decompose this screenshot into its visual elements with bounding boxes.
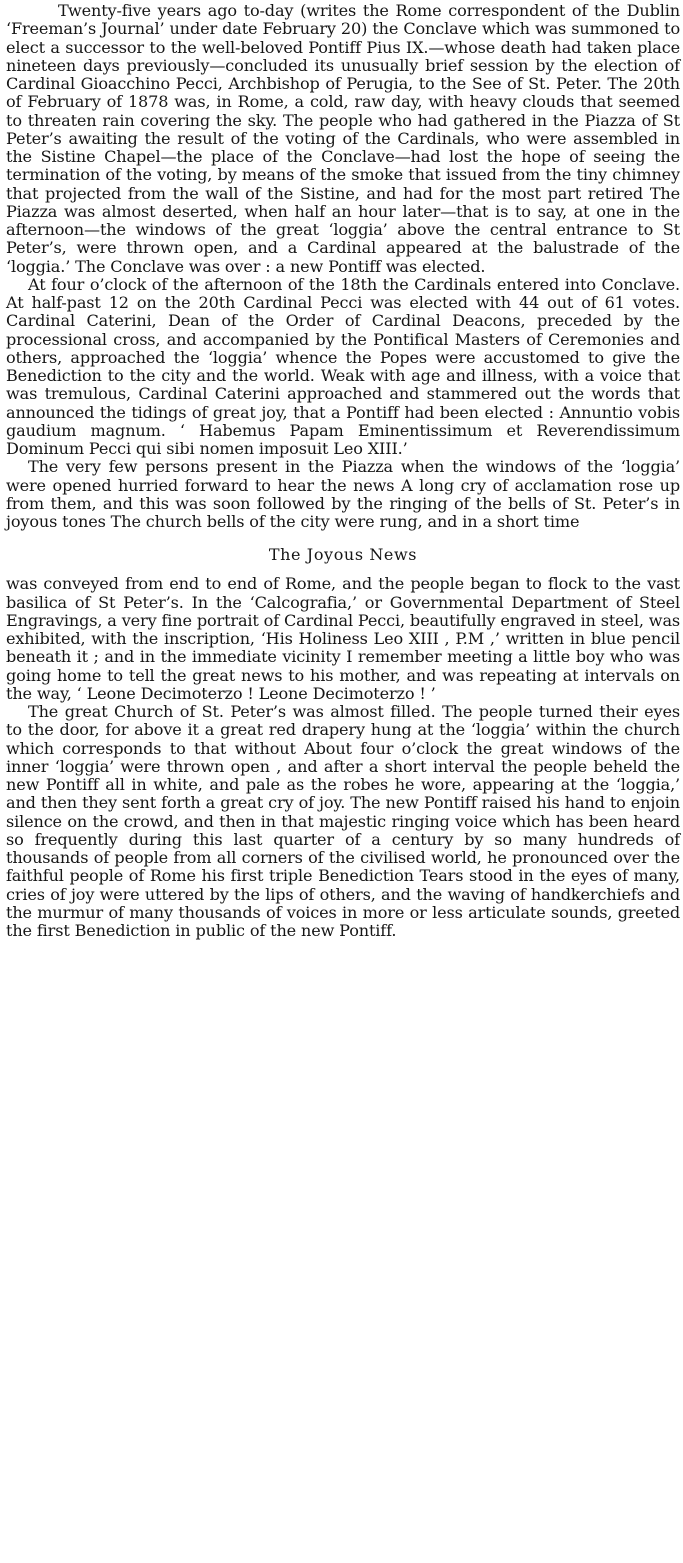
article-column [6,2,680,940]
paragraph: The very few persons present in the Piazza when the windows of the ‘loggia’ were opened hurried forward to hear the news A long cry of acclamation rose up from them, and this was soon followed by the ringing of the bells of St. Peter’s in joyous tones The church bells of the city were rung, and in a short time [6,457,680,531]
paragraph: Twenty-five years ago to-day (writes the Rome correspondent of the Dublin ‘Freeman’s Journal’ under date February 20) the Conclave which was summoned to elect a successor to the well-beloved Pontiff Pius IX.—whose death had taken place nineteen days previously—concluded its unusually brief session by the election of Cardinal Gioacchino Pecci, Archbishop of Perugia, to the See of St. Peter. The 20th of February of 1878 was, in Rome, a cold, raw day, with heavy clouds that seemed to threaten rain covering the sky. The people who had gathered in the Piazza of St Peter’s awaiting the result of the voting of the Cardinals, who were assembled in the Sistine Chapel—the place of the Conclave—had lost the hope of seeing the termination of the voting, by means of the smoke that issued from the tiny chimney that projected from the wall of the Sistine, and had for the most part retired The Piazza was almost deserted, when half an hour later—that is to say, at one in the afternoon—the windows of the great ‘loggia’ above the central entrance to St Peter’s, were thrown open, and a Cardinal appeared at the balustrade of the ‘loggia.’ The Conclave was over : a new Pontiff was elected. [6,1,680,276]
paragraph: The great Church of St. Peter’s was almost filled. The people turned their eyes to the door, for above it a great red drapery hung at the ‘loggia’ within the church which corresponds to that without About four o’clock the great windows of the inner ‘loggia’ were thrown open , and after a short interval the people beheld the new Pontiff all in white, and pale as the robes he wore, appearing at the ‘loggia,’ and then they sent forth a great cry of joy. The new Pontiff raised his hand to enjoin silence on the crowd, and then in that majestic ringing voice which has been heard so frequently during this last quarter of a century by so many hundreds of thousands of people from all corners of the civilised world, he pronounced over the faithful people of Rome his first triple Benediction Tears stood in the eyes of many, cries of joy were uttered by the lips of others, and the waving of handkerchiefs and the murmur of many thousands of voices in more or less articulate sounds, greeted the first Benediction in public of the new Pontiff. [6,702,680,940]
paragraph: At four o’clock of the afternoon of the 18th the Cardinals entered into Conclave. At half-past 12 on the 20th Cardinal Pecci was elected with 44 out of 61 votes. Cardinal Caterini, Dean of the Order of Cardinal Deacons, preceded by the processional cross, and accompanied by the Pontifical Masters of Ceremonies and others, approached the ‘loggia’ whence the Popes were accustomed to give the Benediction to the city and the world. Weak with age and illness, with a voice that was tremulous, Cardinal Caterini approached and stammered out the words that announced the tidings of great joy, that a Pontiff had been elected : Annuntio vobis gaudium magnum. ‘ Habemus Papam Eminentissimum et Reverendissimum Dominum Pecci qui sibi nomen imposuit Leo XIII.’ [6,274,680,458]
paragraph: was conveyed from end to end of Rome, and the people began to flock to the vast basilica of St Peter’s. In the ‘Calcografia,’ or Governmental Department of Steel Engravings, a very fine portrait of Cardinal Pecci, beautifully engraved in steel, was exhibited, with the inscription, ‘His Holiness Leo XIII , P.M ,’ written in blue pencil beneath it ; and in the immediate vicinity I remember meeting a little boy who was going home to tell the great news to his mother, and was repeating at intervals on the way, ‘ Leone Decimoterzo ! Leone Decimoterzo ! ’ [6,574,680,703]
subheading: The Joyous News [268,545,418,565]
